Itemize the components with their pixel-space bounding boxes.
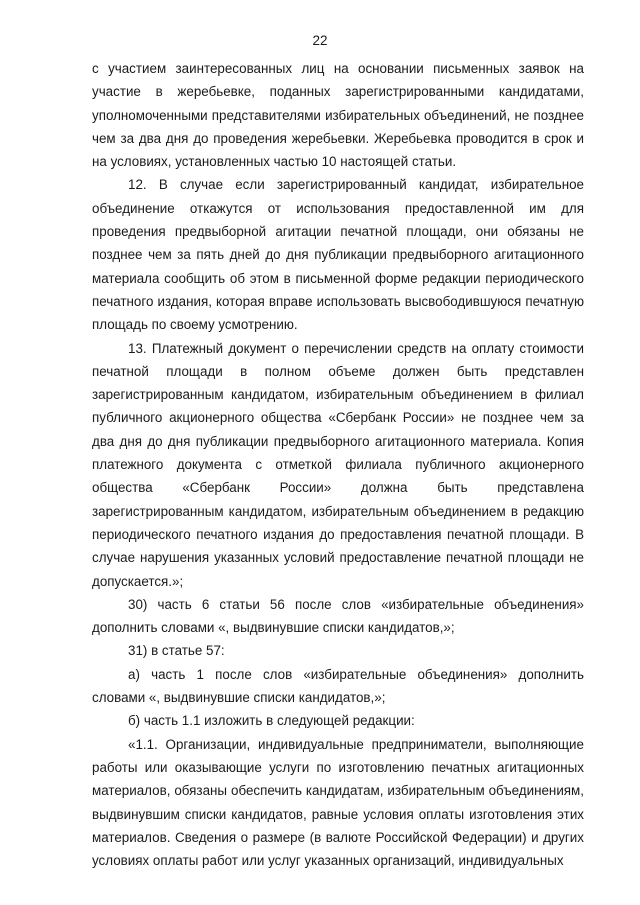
- paragraph-new-part-1-1: «1.1. Организации, индивидуальные предприниматели, выполняющие работы или оказывающие услуги по изготовлению печатных агитационных материалов, обязаны обеспечить кандидатам, избирательным объединениям, выдвинувшим списки кандидатов, равные условия оплаты изготовления этих материалов. Сведения о размере (в валюте Российской Федерации) и других условиях оплаты работ или услуг указанных организаций, индивидуальных: [92, 736, 584, 869]
- paragraph-item-13: 13. Платежный документ о перечислении средств на оплату стоимости печатной площади в полном объеме должен быть представлен зарегистрированным кандидатом, избирательным объединением в филиал публичного акционерного общества «Сбербанк России» не позднее чем за два дня до дня публикации предвыборного агитационного материала. Копия платежного документа с отметкой филиала публичного акционерного общества «Сбербанк России» должна быть представлена зарегистрированным кандидатом, избирательным объединением в редакцию периодического печатного издания до предоставления печатной площади. В случае нарушения указанных условий предоставление печатной площади не допускается.»;: [92, 340, 584, 589]
- page-number: 22: [312, 33, 328, 48]
- paragraph-continuation: с участием заинтересованных лиц на основании письменных заявок на участие в жеребьевке, поданных зарегистрированными кандидатами, уполномоченными представителями избирательных объединений, не позднее чем за два дня до проведения жеребьевки. Жеребьевка проводится в срок и на условиях, установленных частью 10 настоящей статьи.: [92, 61, 584, 170]
- paragraph-subitem-b: б) часть 1.1 изложить в следующей редакции:: [128, 713, 415, 729]
- document-body: [92, 57, 584, 872]
- paragraph-item-31: 31) в статье 57:: [128, 643, 225, 659]
- paragraph-item-30: 30) часть 6 статьи 56 после слов «избирательные объединения» дополнить словами «, выдвинувшие списки кандидатов,»;: [92, 596, 584, 636]
- paragraph-item-12: 12. В случае если зарегистрированный кандидат, избирательное объединение откажутся от использования предоставленной им для проведения предвыборной агитации печатной площади, они обязаны не позднее чем за пять дней до дня публикации предвыборного агитационного материала сообщить об этом в письменной форме редакции периодического печатного издания, которая вправе использовать высвободившуюся печатную площадь по своему усмотрению.: [92, 177, 584, 333]
- paragraph-subitem-a: а) часть 1 после слов «избирательные объединения» дополнить словами «, выдвинувшие списки кандидатов,»;: [92, 666, 584, 706]
